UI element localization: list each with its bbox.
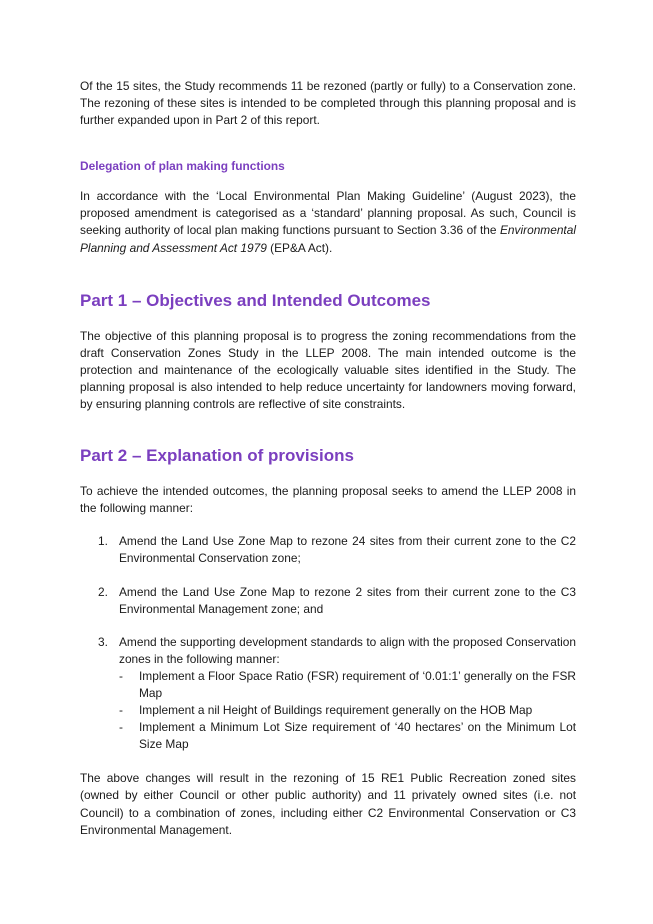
dash-marker: - — [119, 668, 123, 683]
delegation-text-start: In accordance with the ‘Local Environmental Plan Making Guideline’ (August 2023), the proposed amendment is categorised as a ‘standard’ planning proposal. As such, Council is seeking authority of local plan making functions pursuant to Section 3.36 of the — [80, 189, 576, 238]
provision-number: 2. — [98, 584, 108, 599]
standard-item-fsr — [119, 668, 576, 702]
standard-item-lot-size — [119, 719, 576, 753]
provision-number: 1. — [98, 534, 108, 549]
part2-closing: The above changes will result in the rezoning of 15 RE1 Public Recreation zoned sites (owned by either Council or other public authority) and 11 privately owned sites (i.e. not Council) to a combination of zones, including either C2 Environmental Conservation or C3 Environmental Management. — [80, 771, 576, 837]
delegation-act-title: Environmental Planning and Assessment Act 1979 — [80, 223, 576, 255]
standards-sublist — [119, 668, 576, 753]
standard-text: Implement a Minimum Lot Size requirement of ‘40 hectares’ on the Minimum Lot Size Map — [139, 720, 576, 752]
part2-intro: To achieve the intended outcomes, the planning proposal seeks to amend the LLEP 2008 in the following manner: — [80, 484, 576, 516]
provision-item-3 — [80, 634, 576, 754]
intro-paragraph: Of the 15 sites, the Study recommends 11 be rezoned (partly or fully) to a Conservation zone. The rezoning of these sites is intended to be completed through this planning proposal and is further expanded upon in Part 2 of this report. — [80, 79, 576, 128]
standard-text: Implement a nil Height of Buildings requirement generally on the HOB Map — [139, 703, 533, 718]
delegation-heading: Delegation of plan making functions — [80, 159, 285, 174]
provision-number: 3. — [98, 634, 108, 649]
provision-item-2 — [80, 584, 576, 618]
provision-text: Amend the supporting development standards to align with the proposed Conservation zones in the following manner: — [119, 634, 576, 666]
part2-heading: Part 2 – Explanation of provisions — [80, 446, 354, 466]
provision-item-1 — [80, 533, 576, 567]
provisions-list — [80, 533, 576, 753]
part1-paragraph: The objective of this planning proposal is to progress the zoning recommendations from the draft Conservation Zones Study in the LLEP 2008. The main intended outcome is the protection and maintenance of the ecologically valuable sites identified in the Study. The planning proposal is also intended to help reduce uncertainty for landowners moving forward, by ensuring planning controls are reflective of site constraints. — [80, 328, 576, 412]
delegation-text-end: (EP&A Act). — [266, 240, 333, 255]
dash-marker: - — [119, 703, 123, 718]
part1-heading: Part 1 – Objectives and Intended Outcomes — [80, 290, 431, 310]
standard-text: Implement a Floor Space Ratio (FSR) requirement of ‘0.01:1’ generally on the FSR Map — [139, 668, 576, 700]
delegation-paragraph — [80, 188, 576, 256]
provision-text: Amend the Land Use Zone Map to rezone 2 sites from their current zone to the C3 Environmental Management zone; and — [119, 584, 576, 616]
provision-text: Amend the Land Use Zone Map to rezone 24 sites from their current zone to the C2 Environmental Conservation zone; — [119, 534, 576, 566]
document-page — [80, 78, 576, 839]
standard-item-hob — [119, 702, 576, 719]
dash-marker: - — [119, 720, 123, 735]
